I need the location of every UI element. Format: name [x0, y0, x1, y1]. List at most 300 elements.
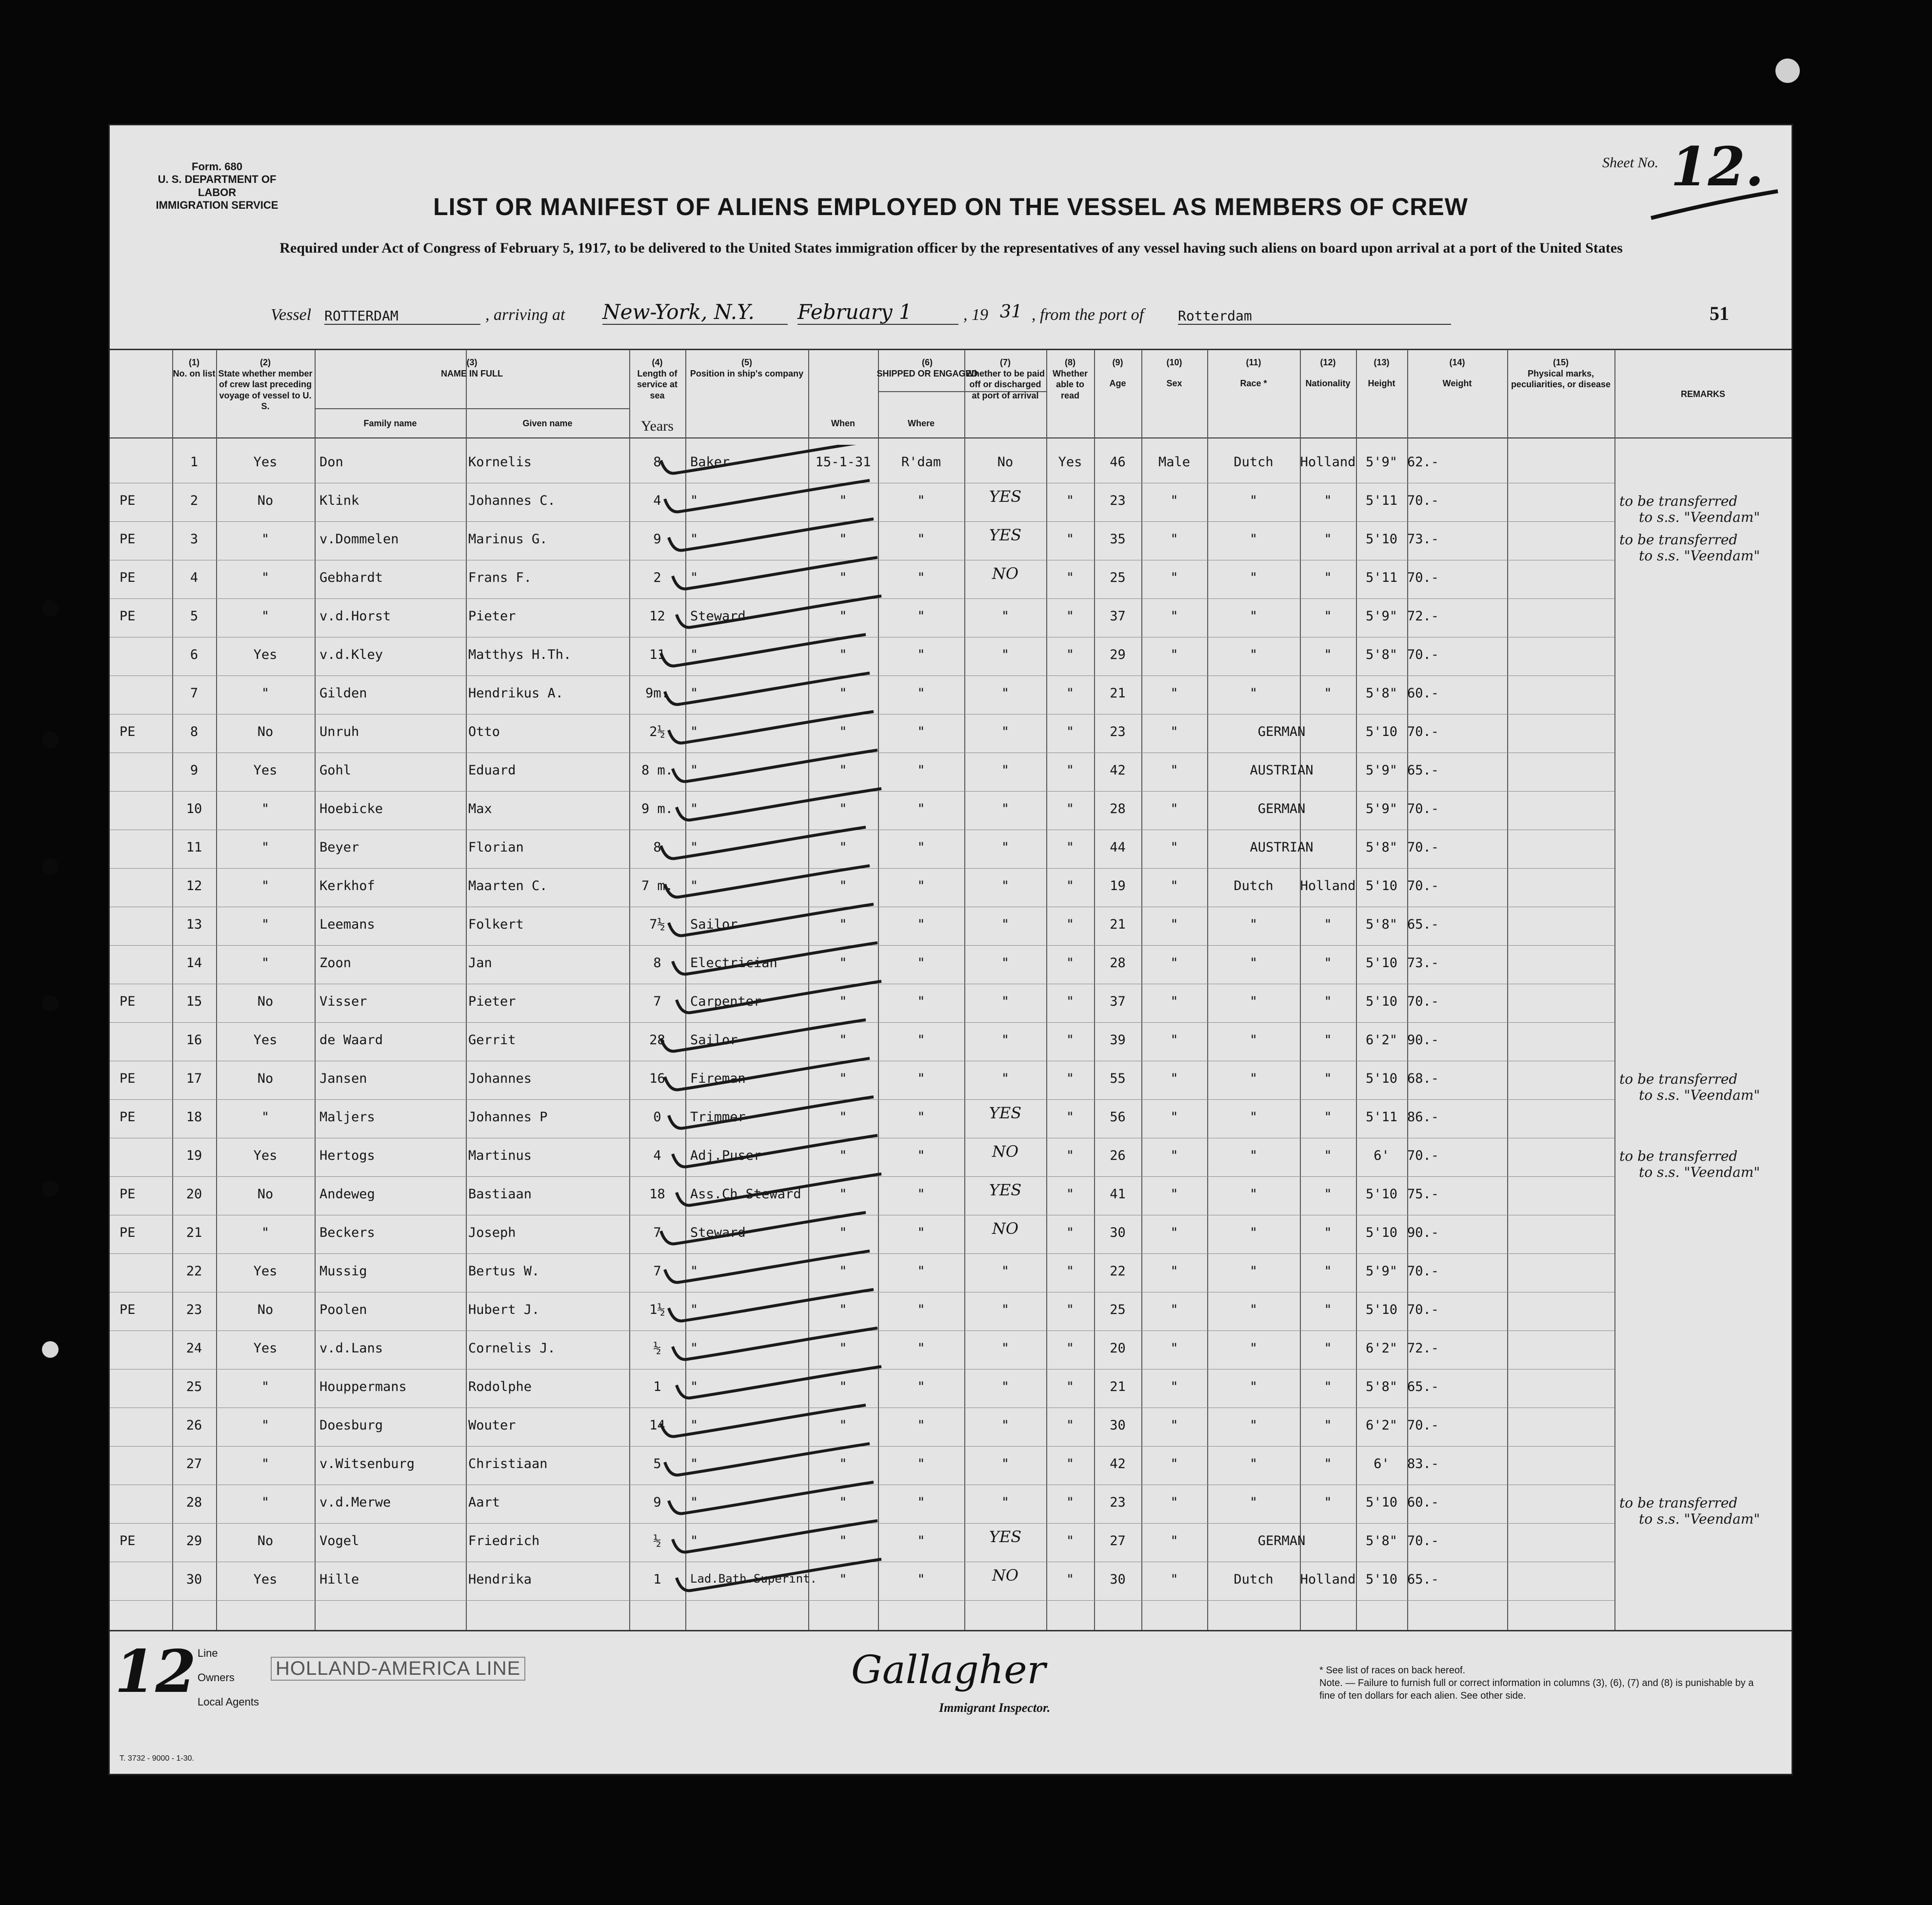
cell-prev: " [261, 878, 270, 893]
cell-age: 23 [1110, 724, 1126, 739]
col-header-family: Family name [363, 418, 417, 428]
cell-no: 11 [186, 840, 202, 855]
cell-family: Hille [319, 1572, 359, 1587]
col-header-height: (13) Height [1368, 357, 1395, 388]
cell-no: 9 [190, 763, 199, 778]
cell-nationality: " [1324, 1225, 1332, 1240]
cell-height: 5'10 [1365, 955, 1398, 971]
cell-height: 5'10 [1365, 878, 1398, 893]
check-mark [665, 866, 870, 897]
cell-prev: Yes [253, 647, 278, 662]
cell-given: Matthys H.Th. [468, 647, 572, 662]
cell-age: 56 [1110, 1110, 1126, 1125]
cell-service: ½ [653, 1533, 661, 1548]
cell-age: 42 [1110, 1456, 1126, 1471]
cell-position: " [690, 878, 698, 893]
cell-sex: " [1170, 1418, 1178, 1433]
cell-family: Leemans [319, 917, 375, 932]
cell-read: " [1066, 686, 1075, 701]
cell-race: GERMAN [1257, 801, 1306, 816]
remark-line: to s.s. "Veendam" [1639, 509, 1760, 525]
cell-where: " [917, 1148, 925, 1163]
vessel-label: Vessel [271, 306, 312, 324]
cell-height: 6'2" [1365, 1032, 1398, 1048]
col-header-service: (4) Length of service at sea [637, 357, 678, 400]
cell-weight: 75.- [1407, 1187, 1439, 1202]
cell-age: 41 [1110, 1187, 1126, 1202]
cell-service: 8 [653, 840, 661, 855]
cell-sex: " [1170, 724, 1178, 739]
cell-height: 5'10 [1365, 1495, 1398, 1510]
cell-read: " [1066, 724, 1075, 739]
cell-age: 19 [1110, 878, 1126, 893]
cell-nationality: " [1324, 917, 1332, 932]
cell-family: Doesburg [319, 1418, 383, 1433]
cell-nationality: " [1324, 994, 1332, 1009]
sheet-number: 12. [1671, 135, 1764, 198]
cell-paid: NO [992, 564, 1019, 583]
col-header-given: Given name [522, 418, 573, 428]
cell-read: " [1066, 1071, 1075, 1086]
cell-position: Carpenter [690, 994, 762, 1009]
cell-age: 37 [1110, 994, 1126, 1009]
cell-read: " [1066, 493, 1075, 508]
cell-given: Hendrikus A. [468, 686, 564, 701]
cell-where: " [917, 532, 925, 547]
cell-nationality: " [1324, 1495, 1332, 1510]
check-mark [673, 1328, 877, 1359]
cell-mark: PE [120, 1071, 136, 1086]
year-prefix: , 19 [963, 306, 988, 324]
cell-race: " [1249, 1418, 1258, 1433]
cell-prev: Yes [253, 1264, 278, 1279]
arriving-port: New-York, N.Y. [602, 300, 788, 325]
cell-service: 8 [653, 955, 661, 971]
cell-service: 28 [649, 1032, 665, 1048]
cell-service: 1 [653, 1572, 661, 1587]
remark-line: to s.s. "Veendam" [1639, 1164, 1760, 1180]
cell-weight: 73.- [1407, 955, 1439, 971]
cell-service: 7 m. [641, 878, 674, 893]
cell-read: " [1066, 1379, 1075, 1394]
cell-where: R'dam [901, 455, 941, 470]
table-bottom-rule [110, 1630, 1792, 1631]
cell-race: " [1249, 1379, 1258, 1394]
cell-given: Marinus G. [468, 532, 548, 547]
cell-weight: 65.- [1407, 763, 1439, 778]
col-header-race: (11) Race * [1240, 357, 1267, 388]
cell-mark: PE [120, 1225, 136, 1240]
cell-position: " [690, 532, 698, 547]
cell-race: " [1249, 1225, 1258, 1240]
cell-where: " [917, 994, 925, 1009]
cell-family: Beyer [319, 840, 359, 855]
cell-given: Martinus [468, 1148, 532, 1163]
col-header-years: Years [641, 418, 674, 434]
vessel-line [271, 300, 1636, 328]
cell-given: Hubert J. [468, 1302, 540, 1317]
cell-position: " [690, 1533, 698, 1548]
cell-weight: 70.- [1407, 647, 1439, 662]
binder-hole [42, 1180, 59, 1197]
cell-service: 8 m. [641, 763, 674, 778]
cell-position: " [690, 1379, 698, 1394]
cell-race: " [1249, 1341, 1258, 1356]
check-mark [665, 480, 870, 512]
col-header-remarks: REMARKS [1680, 389, 1725, 399]
cell-family: v.Dommelen [319, 532, 399, 547]
from-port: Rotterdam [1178, 308, 1451, 325]
check-mark [661, 827, 866, 858]
cell-where: " [917, 1302, 925, 1317]
cell-race: AUSTRIAN [1250, 840, 1314, 855]
cell-where: " [917, 724, 925, 739]
cell-prev: " [261, 840, 270, 855]
col-header-when: When [831, 418, 855, 428]
cell-paid: " [1001, 1418, 1010, 1433]
check-mark [665, 1058, 870, 1090]
cell-prev: Yes [253, 763, 278, 778]
cell-prev: Yes [253, 1032, 278, 1048]
cell-age: 22 [1110, 1264, 1126, 1279]
cell-age: 25 [1110, 570, 1126, 585]
cell-race: " [1249, 570, 1258, 585]
cell-age: 30 [1110, 1572, 1126, 1587]
remark-line: to be transferred [1619, 1071, 1738, 1087]
cell-height: 5'8" [1365, 917, 1398, 932]
cell-no: 12 [186, 878, 202, 893]
cell-paid: " [1001, 955, 1010, 971]
cell-where: " [917, 763, 925, 778]
cell-given: Joseph [468, 1225, 516, 1240]
cell-age: 23 [1110, 493, 1126, 508]
cell-where: " [917, 1456, 925, 1471]
check-mark [669, 519, 874, 550]
cell-given: Christiaan [468, 1456, 548, 1471]
cell-height: 5'10 [1365, 1225, 1398, 1240]
cell-when: " [839, 1495, 847, 1510]
cell-prev: No [257, 493, 274, 508]
check-mark [665, 1444, 870, 1475]
cell-family: Hertogs [319, 1148, 375, 1163]
cell-age: 39 [1110, 1032, 1126, 1048]
remark-line: to be transferred [1619, 1148, 1738, 1164]
footer-notes [1319, 1664, 1768, 1702]
cell-sex: " [1170, 801, 1178, 816]
cell-mark: PE [120, 994, 136, 1009]
cell-sex: " [1170, 1148, 1178, 1163]
cell-sex: " [1170, 955, 1178, 971]
cell-given: Friedrich [468, 1533, 540, 1548]
cell-read: " [1066, 532, 1075, 547]
cell-service: 4 [653, 1148, 661, 1163]
cell-position: " [690, 801, 698, 816]
remark-note [1619, 1495, 1760, 1527]
cell-prev: No [257, 994, 274, 1009]
cell-weight: 90.- [1407, 1032, 1439, 1048]
inspector-label: Immigrant Inspector. [939, 1701, 1051, 1715]
cell-race: " [1249, 1110, 1258, 1125]
cell-read: " [1066, 1572, 1075, 1587]
check-mark [677, 596, 881, 627]
cell-no: 24 [186, 1341, 202, 1356]
col-header-prev-voyage: (2) State whether member of crew last preceding voyage of vessel to U. S. [218, 357, 313, 411]
cell-family: Jansen [319, 1071, 367, 1086]
cell-race: " [1249, 493, 1258, 508]
cell-sex: " [1170, 1264, 1178, 1279]
cell-prev: " [261, 1225, 270, 1240]
cell-prev: No [257, 724, 274, 739]
check-mark [673, 1135, 877, 1167]
cell-age: 37 [1110, 609, 1126, 624]
cell-read: " [1066, 1148, 1075, 1163]
cell-where: " [917, 570, 925, 585]
cell-family: v.d.Kley [319, 647, 383, 662]
cell-position: " [690, 724, 698, 739]
cell-sex: " [1170, 532, 1178, 547]
cell-service: 11 [649, 647, 665, 662]
cell-age: 21 [1110, 1379, 1126, 1394]
cell-sex: " [1170, 647, 1178, 662]
cell-service: 9 [653, 532, 661, 547]
cell-nationality: " [1324, 1148, 1332, 1163]
cell-no: 22 [186, 1264, 202, 1279]
binder-hole [42, 858, 59, 875]
cell-no: 3 [190, 532, 199, 547]
cell-height: 5'10 [1365, 1187, 1398, 1202]
cell-service: 1½ [649, 1302, 665, 1317]
cell-age: 25 [1110, 1302, 1126, 1317]
cell-age: 26 [1110, 1148, 1126, 1163]
cell-position: Ass.Ch.Steward [690, 1187, 801, 1202]
cell-given: Max [468, 801, 492, 816]
cell-race: " [1249, 1264, 1258, 1279]
cell-when: " [839, 1032, 847, 1048]
cell-height: 5'10 [1365, 1302, 1398, 1317]
cell-position: Electrician [690, 955, 777, 971]
cell-prev: Yes [253, 1572, 278, 1587]
cell-height: 6' [1374, 1456, 1390, 1471]
cell-read: " [1066, 878, 1075, 893]
cell-where: " [917, 1187, 925, 1202]
col-header-physical-marks: (15) Physical marks, peculiarities, or disease [1511, 357, 1611, 389]
cell-no: 2 [190, 493, 199, 508]
cell-family: v.d.Horst [319, 609, 391, 624]
cell-where: " [917, 917, 925, 932]
cell-prev: " [261, 1456, 270, 1471]
cell-no: 8 [190, 724, 199, 739]
cell-mark: PE [120, 570, 136, 585]
cell-when: " [839, 1110, 847, 1125]
col-header-no: (1) No. on list [173, 357, 216, 378]
check-mark [661, 445, 866, 473]
cell-no: 6 [190, 647, 199, 662]
cell-when: " [839, 994, 847, 1009]
cell-where: " [917, 1379, 925, 1394]
cell-sex: " [1170, 1572, 1178, 1587]
cell-race: " [1249, 1148, 1258, 1163]
cell-no: 1 [190, 455, 199, 470]
cell-position: Trimmer [690, 1110, 746, 1125]
cell-paid: " [1001, 878, 1010, 893]
cell-where: " [917, 686, 925, 701]
check-mark [677, 1367, 881, 1398]
cell-weight: 68.- [1407, 1071, 1439, 1086]
cell-nationality: " [1324, 532, 1332, 547]
cell-race: " [1249, 1302, 1258, 1317]
cell-weight: 72.- [1407, 1341, 1439, 1356]
cell-family: Klink [319, 493, 359, 508]
cell-weight: 70.- [1407, 1533, 1439, 1548]
cell-given: Bastiaan [468, 1187, 532, 1202]
cell-paid: YES [989, 526, 1022, 544]
cell-weight: 73.- [1407, 532, 1439, 547]
cell-height: 5'10 [1365, 532, 1398, 547]
cell-sex: " [1170, 1071, 1178, 1086]
col-header-name: (3) NAME IN FULL [441, 357, 503, 378]
cell-weight: 70.- [1407, 570, 1439, 585]
cell-read: " [1066, 955, 1075, 971]
cell-nationality: " [1324, 493, 1332, 508]
cell-paid: " [1001, 1456, 1010, 1471]
cell-where: " [917, 1110, 925, 1125]
cell-nationality: " [1324, 647, 1332, 662]
vessel-name: ROTTERDAM [324, 308, 480, 325]
cell-given: Pieter [468, 609, 516, 624]
cell-sex: " [1170, 1533, 1178, 1548]
col-header-weight: (14) Weight [1442, 357, 1472, 388]
arrival-date: February 1 [797, 300, 958, 325]
cell-age: 20 [1110, 1341, 1126, 1356]
cell-no: 16 [186, 1032, 202, 1048]
cell-when: " [839, 1456, 847, 1471]
cell-given: Johannes [468, 1071, 532, 1086]
cell-race: " [1249, 994, 1258, 1009]
big-sheet-number: 12 [115, 1637, 196, 1706]
cell-prev: No [257, 1533, 274, 1548]
cell-where: " [917, 493, 925, 508]
cell-age: 42 [1110, 763, 1126, 778]
remark-line: to be transferred [1619, 1495, 1738, 1511]
cell-service: 7 [653, 1225, 661, 1240]
cell-given: Wouter [468, 1418, 516, 1433]
cell-service: 16 [649, 1071, 665, 1086]
cell-age: 29 [1110, 647, 1126, 662]
cell-weight: 65.- [1407, 1379, 1439, 1394]
cell-given: Hendrika [468, 1572, 532, 1587]
cell-family: Gilden [319, 686, 367, 701]
cell-nationality: " [1324, 1456, 1332, 1471]
cell-given: Bertus W. [468, 1264, 540, 1279]
cell-sex: " [1170, 1341, 1178, 1356]
cell-age: 46 [1110, 455, 1126, 470]
cell-given: Gerrit [468, 1032, 516, 1048]
cell-height: 5'8" [1365, 1533, 1398, 1548]
cell-prev: No [257, 1071, 274, 1086]
check-mark [661, 1020, 866, 1051]
cell-where: " [917, 878, 925, 893]
cell-race: " [1249, 1032, 1258, 1048]
page-title: LIST OR MANIFEST OF ALIENS EMPLOYED ON THE VESSEL AS MEMBERS OF CREW [433, 193, 1468, 220]
cell-read: " [1066, 1264, 1075, 1279]
cell-mark: PE [120, 1110, 136, 1125]
cell-sex: " [1170, 686, 1178, 701]
cell-family: de Waard [319, 1032, 383, 1048]
cell-height: 5'10 [1365, 994, 1398, 1009]
cell-no: 26 [186, 1418, 202, 1433]
cell-nationality: " [1324, 1264, 1332, 1279]
check-mark [673, 557, 877, 589]
cell-no: 19 [186, 1148, 202, 1163]
check-mark [665, 673, 870, 704]
cell-read: " [1066, 801, 1075, 816]
cell-race: " [1249, 1456, 1258, 1471]
cell-paid: " [1001, 724, 1010, 739]
cell-weight: 70.- [1407, 840, 1439, 855]
cell-height: 5'11 [1365, 1110, 1398, 1125]
cell-no: 20 [186, 1187, 202, 1202]
cell-read: " [1066, 647, 1075, 662]
cell-paid: YES [989, 487, 1022, 506]
cell-nationality: " [1324, 1187, 1332, 1202]
check-mark [677, 1174, 881, 1205]
cell-when: " [839, 1341, 847, 1356]
cell-position: Sailor [690, 1032, 738, 1048]
cell-read: " [1066, 1225, 1075, 1240]
cell-race: " [1249, 917, 1258, 932]
cell-where: " [917, 840, 925, 855]
remarks-column [1614, 445, 1792, 1630]
cell-read: " [1066, 917, 1075, 932]
cell-when: " [839, 1418, 847, 1433]
cell-read: " [1066, 1032, 1075, 1048]
cell-height: 5'8" [1365, 647, 1398, 662]
cell-height: 6'2" [1365, 1418, 1398, 1433]
cell-nationality: Holland [1300, 1572, 1356, 1587]
page-subtitle: Required under Act of Congress of February 5, 1917, to be delivered to the United States immigration officer by the representatives of any vessel having such aliens on board upon arrival at a port of the United States [279, 240, 1623, 256]
cell-prev: " [261, 1418, 270, 1433]
cell-paid: " [1001, 801, 1010, 816]
check-mark [677, 1559, 881, 1590]
cell-mark: PE [120, 1533, 136, 1548]
cell-prev: Yes [253, 1341, 278, 1356]
cell-given: Maarten C. [468, 878, 548, 893]
cell-age: 28 [1110, 955, 1126, 971]
cell-service: 12 [649, 609, 665, 624]
cell-prev: No [257, 1302, 274, 1317]
remark-line: to be transferred [1619, 493, 1738, 509]
cell-paid: " [1001, 1341, 1010, 1356]
cell-nationality: " [1324, 686, 1332, 701]
cell-read: " [1066, 994, 1075, 1009]
name-subrule [315, 408, 629, 409]
cell-weight: 90.- [1407, 1225, 1439, 1240]
cell-service: 0 [653, 1110, 661, 1125]
cell-read: " [1066, 840, 1075, 855]
cell-race: " [1249, 1071, 1258, 1086]
cell-paid: " [1001, 1495, 1010, 1510]
cell-read: " [1066, 1302, 1075, 1317]
remark-note [1619, 532, 1760, 564]
check-mark [669, 904, 874, 935]
col-header-position: (5) Position in ship's company [690, 357, 804, 378]
cell-no: 17 [186, 1071, 202, 1086]
cell-service: 9 m. [641, 801, 674, 816]
cell-position: Baker [690, 455, 730, 470]
service-name: IMMIGRATION SERVICE [156, 199, 279, 212]
cell-paid: NO [992, 1566, 1019, 1585]
cell-family: Gebhardt [319, 570, 383, 585]
